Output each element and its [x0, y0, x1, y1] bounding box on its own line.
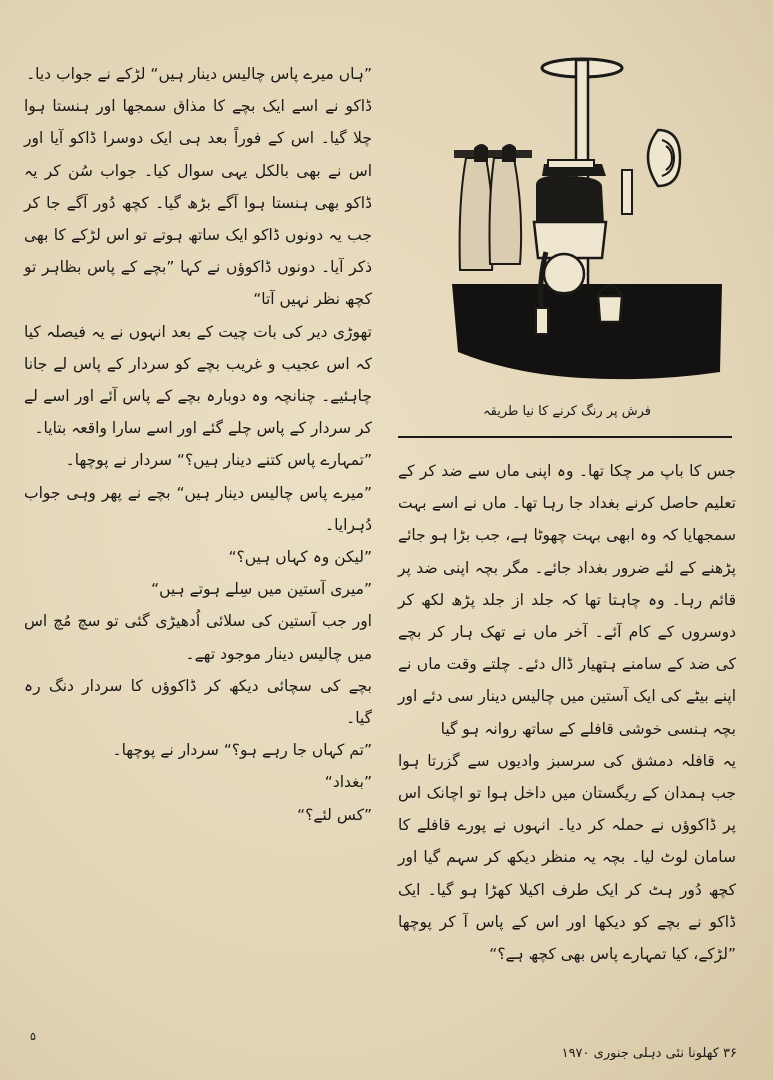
paragraph: ”میری آستین میں سِلے ہوتے ہیں“: [151, 580, 372, 599]
paragraph: ”تم کہاں جا رہے ہو؟“ سردار نے پوچھا۔: [112, 741, 372, 760]
paragraph: ”کس لئے؟“: [297, 805, 372, 824]
divider: [398, 436, 732, 438]
paragraph: تھوڑی دیر کی بات چیت کے بعد انہوں نے یہ فیصلہ کیا کہ اس عجیب و غریب بچے کو سردار کے پاس لے جانا چاہئیے۔ چنانچہ وہ دوبارہ بچے کے پاس آئے اور اسے لے کر سردار کے پاس چلے گئے اور اسے سارا واقعہ بتایا۔: [24, 322, 372, 438]
page-footer: ۳۶ کھلونا نئی دہلی جنوری ۱۹۷۰: [561, 1046, 737, 1061]
paragraph: جس کا باپ مر چکا تھا۔ وہ اپنی ماں سے ضد کر کے تعلیم حاصل کرنے بغداد جا رہا تھا۔ ماں نے اسے بہت سمجھایا کہ وہ ابھی بہت چھوٹا ہے، جب بڑا ہو جائے پڑھنے کے لئے ضرور بغداد جائے۔ مگر بچہ اپنی ضد پر قائم رہا۔ وہ چاہتا تھا کہ جلد از جلد پڑھ لکھ کر دوسروں کے کام آئے۔ آخر ماں نے تھک ہار کر بچے کی ضد کے سامنے ہتھیار ڈال دئے۔ چلتے وقت ماں نے اپنے بیٹے کی ایک آستین میں چالیس دینار سی دئے اور بچہ ہنسی خوشی قافلے کے ساتھ روانہ ہو گیا: [398, 462, 736, 738]
right-text-column: [398, 455, 736, 970]
cartoon-painter-icon: [452, 52, 722, 382]
paragraph: ”بغداد“: [324, 773, 372, 792]
paragraph: بچے کی سچائی دیکھ کر ڈاکوؤں کا سردار دنگ رہ گیا۔: [24, 676, 372, 728]
paragraph: ”ہاں میرے پاس چالیس دینار ہیں“ لڑکے نے جواب دیا۔: [26, 65, 372, 83]
paragraph: ”میرے پاس چالیس دینار ہیں“ بچے نے پھر وہی جواب دُہرایا۔: [24, 483, 372, 534]
paragraph: یہ قافلہ دمشق کی سرسبز وادیوں سے گزرتا ہوا جب ہمدان کے ریگستان میں داخل ہوا تو اچانک اس پر ڈاکوؤں نے حملہ کر دیا۔ انہوں نے پورے قافلے کا سامان لوٹ لیا۔ بچہ یہ منظر دیکھ کر سہم گیا اور کچھ دُور ہٹ کر ایک طرف اکیلا کھڑا ہو گیا۔ ایک ڈاکو نے بچے کو دیکھا اور اس کے پاس آ کر پوچھا ”لڑکے، کیا تمہارے پاس بھی کچھ ہے؟“: [398, 751, 736, 964]
page-mark: ۵: [30, 1030, 36, 1043]
paragraph: ڈاکو نے اسے ایک بچے کا مذاق سمجھا اور ہنستا ہوا چلا گیا۔ اس کے فوراً بعد ہی ایک دوسرا ڈاکو آیا اور اس نے بھی بالکل یہی سوال کیا۔ جواب سُن کر یہ ڈاکو بھی ہنستا ہوا آگے بڑھ گیا۔ کچھ دُور آگے جا کر جب یہ دونوں ڈاکو ایک ساتھ ہوتے تو اس لڑکے کا بھی ذکر آیا۔ دونوں ڈاکوؤں نے کہا ”بچے کے پاس بظاہر تو کچھ نظر نہیں آتا“: [24, 97, 372, 309]
left-text-column: [24, 58, 372, 831]
paragraph: اور جب آستین کی سلائی اُدھیڑی گئی تو سچ مُچ اس میں چالیس دینار موجود تھے۔: [24, 612, 372, 663]
figure-caption: فرش پر رنگ کرنے کا نیا طریقہ: [483, 404, 651, 419]
paragraph: ”لیکن وہ کہاں ہیں؟“: [228, 548, 372, 567]
paragraph: ”تمہارے پاس کتنے دینار ہیں؟“ سردار نے پوچھا۔: [65, 451, 372, 470]
cartoon-illustration: [452, 52, 722, 382]
